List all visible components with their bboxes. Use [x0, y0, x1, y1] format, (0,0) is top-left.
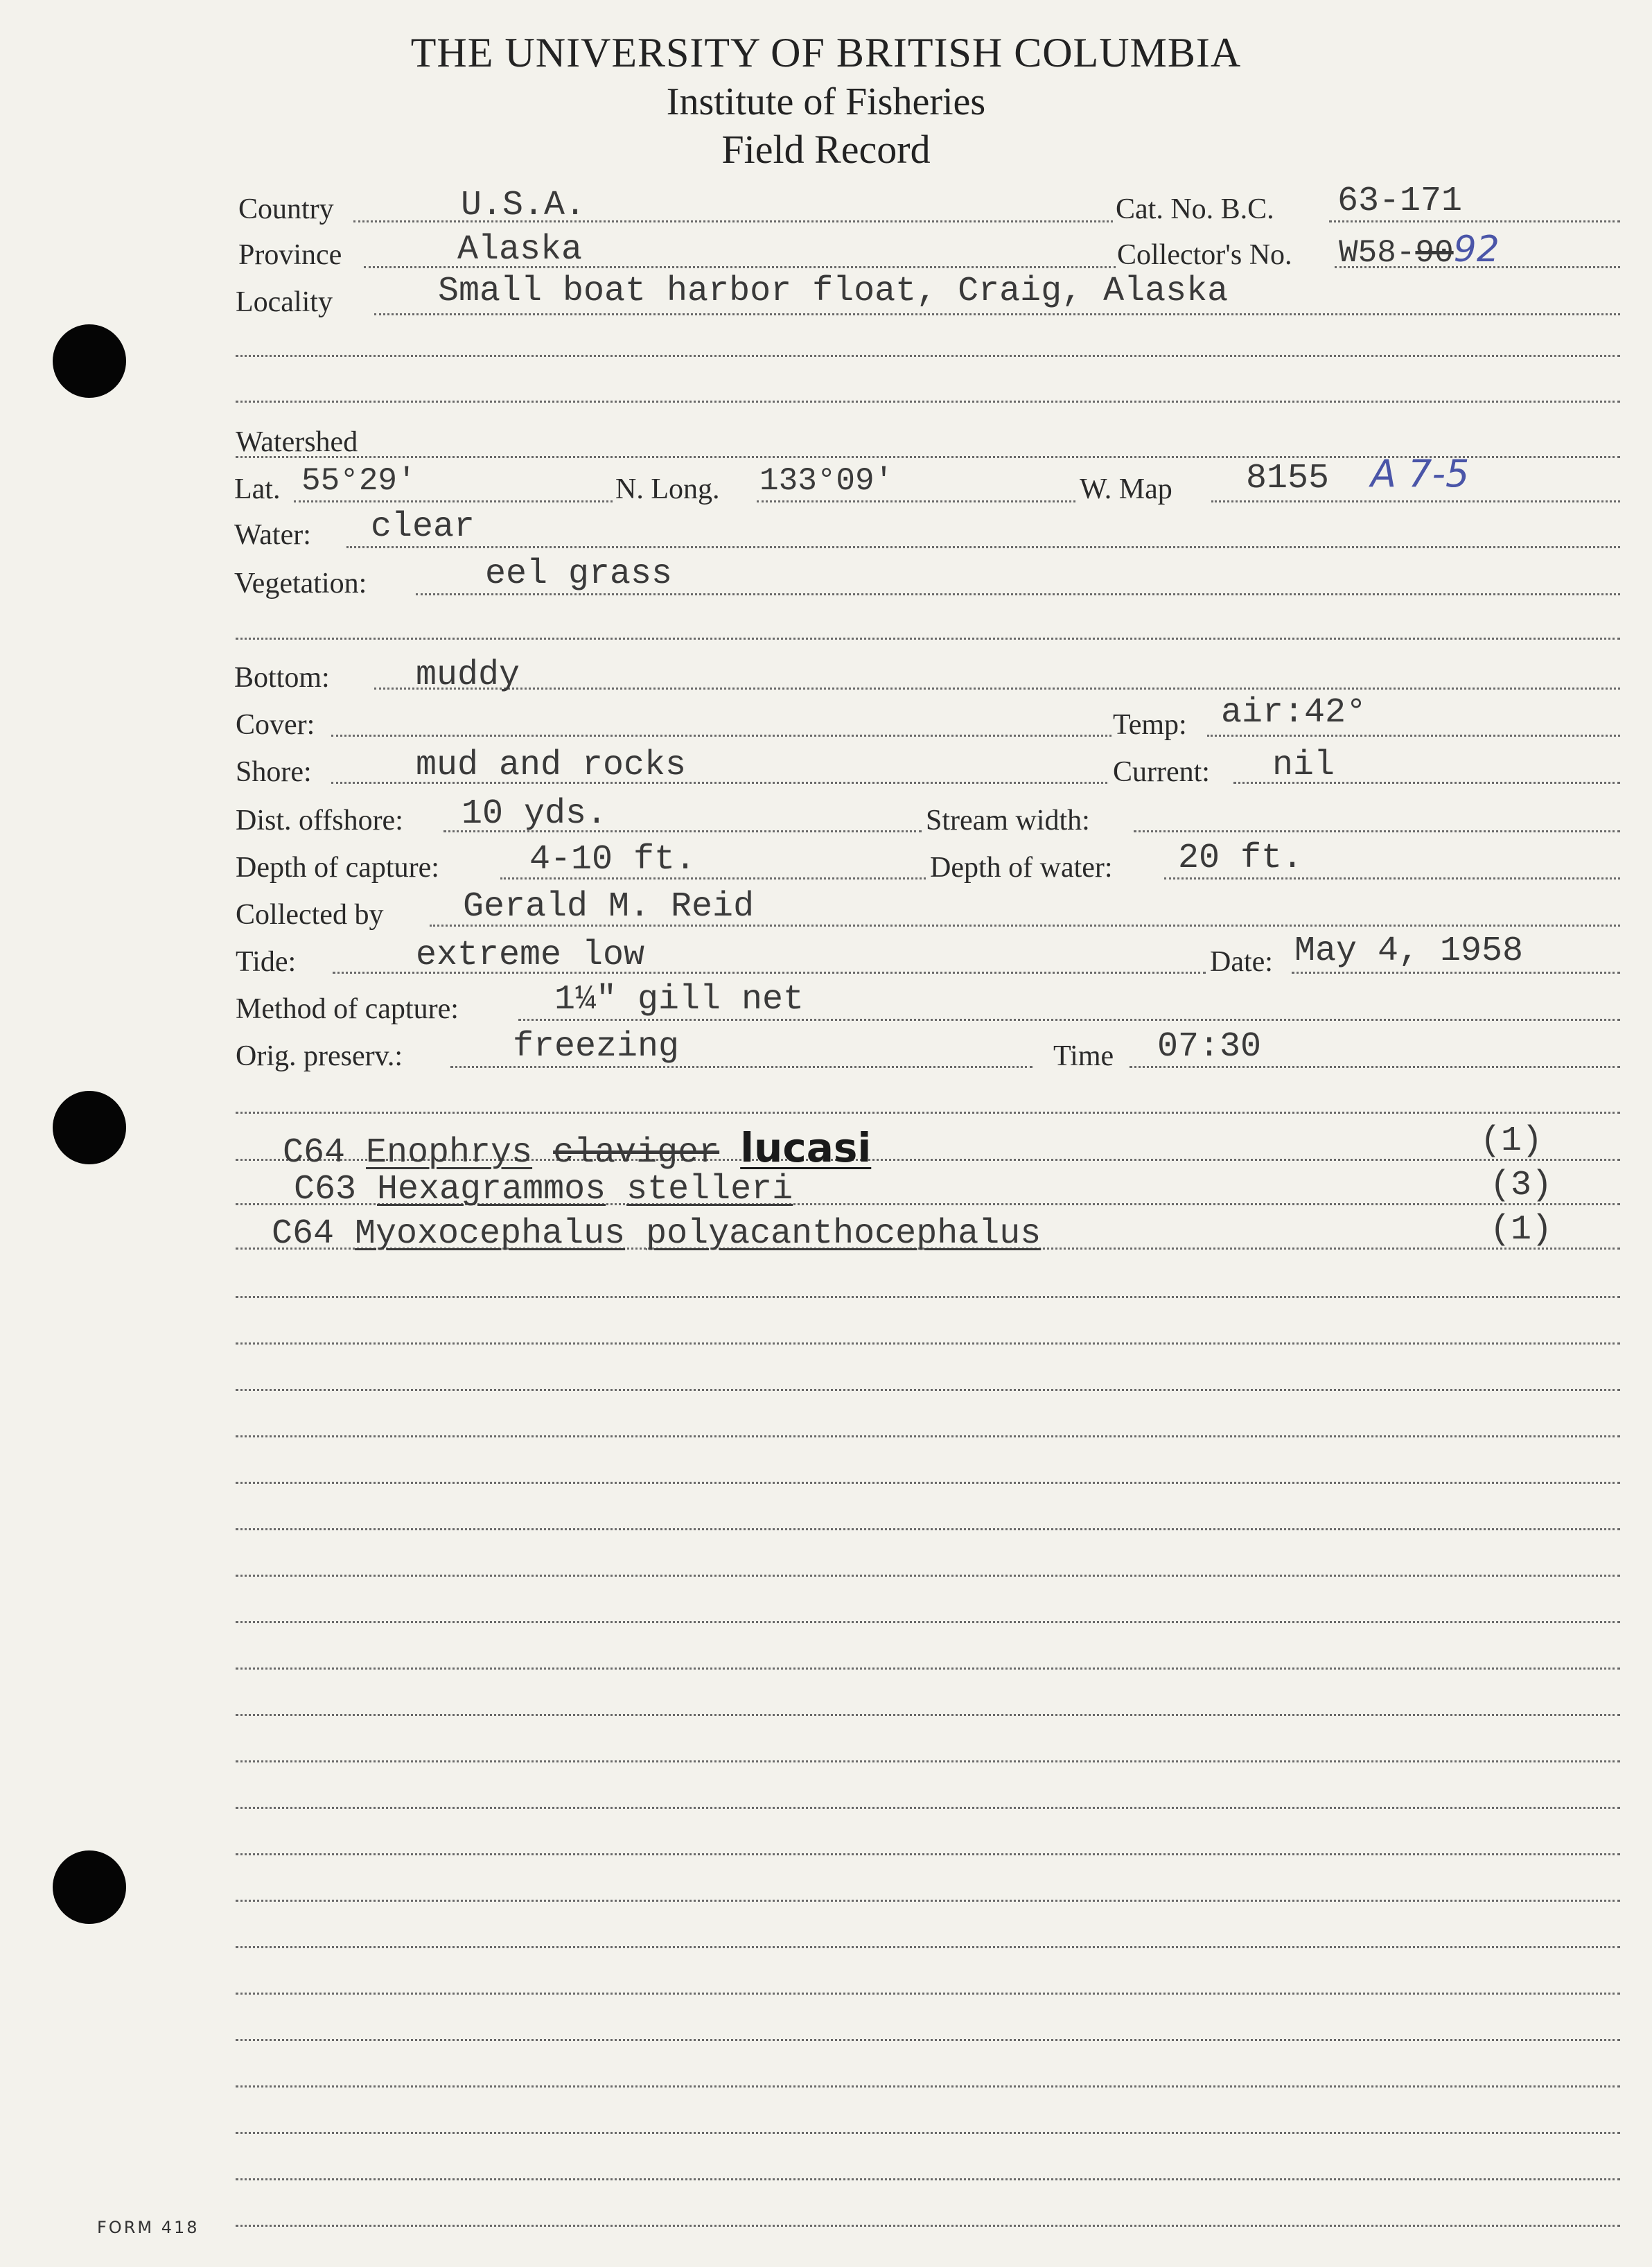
collected-by-label: Collected by: [236, 899, 384, 931]
ruled-line: [236, 1714, 1620, 1716]
species-code: C63: [294, 1170, 357, 1209]
species-code: C64: [283, 1133, 346, 1173]
cover-label: Cover:: [236, 709, 315, 741]
species-row: [272, 1214, 1041, 1254]
ruled-line: [236, 2132, 1620, 2134]
depth-water-label: Depth of water:: [930, 852, 1113, 884]
species-name: polyacanthocephalus: [646, 1214, 1042, 1254]
ruled-line: [236, 1296, 1620, 1298]
orig-preserv-value: freezing: [513, 1027, 680, 1067]
lat-label: Lat.: [234, 473, 281, 505]
ruled-line: [236, 1993, 1620, 1995]
ruled-line: [236, 1389, 1620, 1391]
map-typed-value: 8155: [1246, 459, 1330, 498]
ruled-line: [236, 1760, 1620, 1762]
ruled-line: [236, 1853, 1620, 1855]
species-struck-name: claviger: [553, 1133, 720, 1173]
locality-value: Small boat harbor float, Craig, Alaska: [438, 272, 1229, 311]
species-row: [283, 1124, 871, 1173]
province-label: Province: [238, 239, 342, 271]
ruled-line: [236, 1946, 1620, 1948]
species-count: (1): [1490, 1210, 1553, 1250]
vegetation-line-2: [236, 638, 1620, 640]
depth-capture-value: 4-10 ft.: [529, 840, 696, 879]
cat-no-label: Cat. No. B.C.: [1116, 193, 1274, 225]
punch-hole-bottom: [53, 1850, 126, 1924]
ruled-line: [236, 1435, 1620, 1437]
ruled-line: [236, 1575, 1620, 1577]
map-pen-value: A 7-5: [1371, 452, 1470, 496]
collectors-no-label: Collector's No.: [1117, 239, 1292, 271]
shore-label: Shore:: [236, 756, 312, 788]
temp-label: Temp:: [1113, 709, 1187, 741]
species-row: [294, 1170, 793, 1209]
watershed-label: Watershed: [236, 426, 358, 458]
record-title: Field Record: [721, 127, 931, 172]
species-count: (3): [1490, 1166, 1553, 1205]
map-line: [1211, 500, 1620, 502]
locality-line-3: [236, 401, 1620, 403]
dist-offshore-label: Dist. offshore:: [236, 805, 403, 837]
ruled-line: [236, 1807, 1620, 1809]
stream-width-label: Stream width:: [926, 805, 1090, 837]
species-name: stelleri: [626, 1170, 793, 1209]
ruled-line: [236, 1621, 1620, 1623]
ruled-line: [236, 1482, 1620, 1484]
tide-value: extreme low: [416, 936, 645, 975]
water-label: Water:: [234, 519, 311, 551]
punch-hole-middle: [53, 1091, 126, 1164]
species-genus: Enophrys: [366, 1133, 533, 1173]
ruled-line: [236, 2178, 1620, 2180]
long-line: [757, 500, 1075, 502]
long-value: 133°09': [759, 463, 894, 499]
locality-label: Locality: [236, 286, 333, 318]
vegetation-value: eel grass: [485, 554, 673, 594]
blank-line: [236, 1112, 1620, 1114]
time-label: Time: [1053, 1040, 1114, 1072]
collectors-no-struck: 90: [1415, 235, 1454, 271]
date-label: Date:: [1210, 946, 1273, 978]
temp-value: air:42°: [1221, 693, 1367, 733]
water-value: clear: [371, 507, 475, 547]
current-label: Current:: [1113, 756, 1210, 788]
ruled-line: [236, 2085, 1620, 2087]
collectors-no-value: [1339, 229, 1500, 271]
ruled-line: [236, 2225, 1620, 2227]
shore-value: mud and rocks: [416, 746, 687, 785]
date-line: [1292, 972, 1620, 974]
ruled-line: [236, 1668, 1620, 1670]
method-label: Method of capture:: [236, 993, 459, 1025]
bottom-line: [374, 688, 1620, 690]
species-count: (1): [1480, 1121, 1543, 1161]
lat-value: 55°29': [301, 463, 416, 499]
ruled-line: [236, 2039, 1620, 2041]
country-label: Country: [238, 193, 334, 225]
bottom-value: muddy: [416, 656, 520, 695]
bottom-label: Bottom:: [234, 662, 330, 694]
punch-hole-top: [53, 324, 126, 398]
species-genus: Myoxocephalus: [355, 1214, 626, 1254]
dist-offshore-value: 10 yds.: [462, 794, 608, 834]
institute-title: Institute of Fisheries: [666, 80, 986, 123]
depth-water-value: 20 ft.: [1178, 839, 1303, 878]
method-value: 1¼" gill net: [554, 980, 805, 1019]
ruled-line: [236, 1528, 1620, 1530]
stream-width-line: [1134, 830, 1620, 832]
cat-no-value: 63-171: [1337, 182, 1463, 221]
species-handwritten-name: lucasi: [740, 1124, 872, 1171]
form-number: FORM 418: [97, 2218, 200, 2237]
current-value: nil: [1272, 746, 1335, 785]
temp-line: [1207, 735, 1620, 737]
collectors-no-typed: W58-: [1339, 235, 1416, 271]
species-code: C64: [272, 1214, 335, 1254]
depth-capture-label: Depth of capture:: [236, 852, 439, 884]
water-line: [346, 546, 1620, 548]
ruled-line: [236, 1900, 1620, 1902]
time-value: 07:30: [1157, 1027, 1262, 1067]
lat-line: [294, 500, 613, 502]
w-map-label: W. Map: [1080, 473, 1172, 505]
locality-line-1: [374, 313, 1620, 315]
collected-by-value: Gerald M. Reid: [463, 887, 755, 927]
date-value: May 4, 1958: [1294, 931, 1524, 971]
n-long-label: N. Long.: [615, 473, 720, 505]
locality-line-2: [236, 355, 1620, 357]
orig-preserv-label: Orig. preserv.:: [236, 1040, 403, 1072]
ruled-line: [236, 1342, 1620, 1345]
tide-label: Tide:: [236, 946, 297, 978]
cover-line: [331, 735, 1111, 737]
province-value: Alaska: [457, 230, 583, 270]
country-value: U.S.A.: [461, 186, 586, 225]
collectors-no-pen: 92: [1453, 229, 1500, 270]
university-title: THE UNIVERSITY OF BRITISH COLUMBIA: [410, 30, 1242, 76]
vegetation-label: Vegetation:: [234, 568, 367, 599]
species-genus: Hexagrammos: [377, 1170, 606, 1209]
